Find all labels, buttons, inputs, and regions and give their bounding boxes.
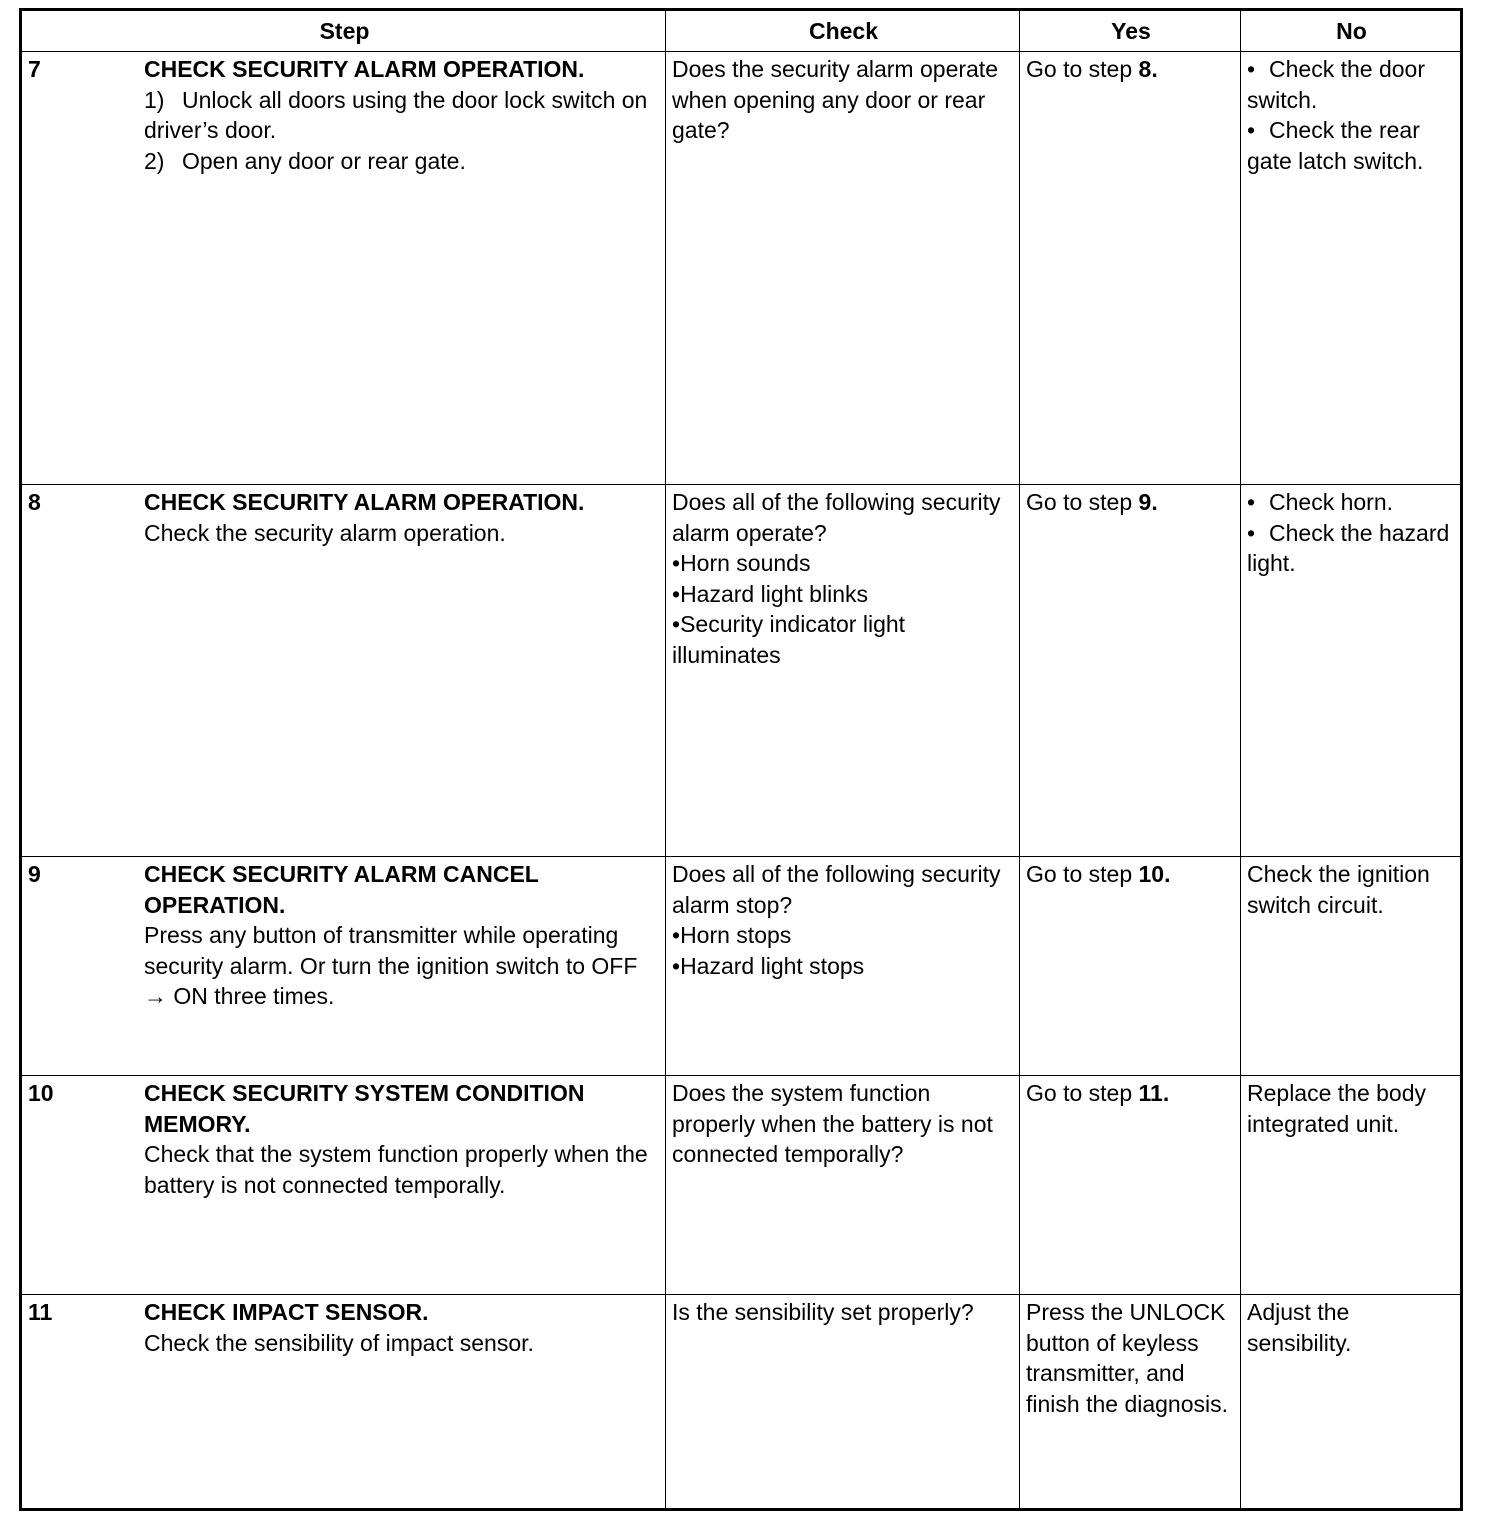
yes-cell [1020,1076,1241,1295]
yes-period: . [1151,56,1158,82]
step-body: Check the security alarm operation. [144,519,506,546]
yes-period: . [1151,489,1158,515]
header-step: Step [21,10,666,52]
yes-step-ref: 11 [1138,1080,1163,1106]
step-number: 9 [28,861,41,887]
no-item-text: Check the rear gate latch switch. [1247,117,1424,174]
check-item-text: Security indicator light illuminates [672,611,906,668]
no-text: Replace the body integrated unit. [1247,1080,1427,1137]
check-item-text: Hazard light blinks [680,580,868,607]
step-instruction-text: Open any door or rear gate. [182,147,466,174]
yes-period: . [1162,1080,1170,1106]
step-title: CHECK IMPACT SENSOR. [144,1299,429,1325]
step-number: 8 [28,489,41,515]
check-item-text: Hazard light stops [680,952,865,979]
step-title: CHECK SECURITY ALARM OPERATION. [144,56,585,82]
yes-period: . [1164,861,1171,887]
step-title: CHECK SECURITY ALARM OPERATION. [144,489,585,515]
yes-text: Go to step [1026,861,1139,887]
check-item: •Horn sounds [672,550,811,576]
step-number: 11 [28,1299,53,1325]
check-text: Does the system function properly when the battery is not connected temporally? [672,1080,993,1167]
header-yes: Yes [1020,10,1241,52]
yes-cell [1020,52,1241,485]
yes-cell [1020,485,1241,857]
no-cell [1241,485,1462,857]
no-text: Adjust the sensibility. [1247,1299,1352,1356]
diagnosis-table [19,8,1463,1511]
check-cell [666,485,1020,857]
check-cell [666,52,1020,485]
no-cell [1241,52,1462,485]
yes-step-ref: 10 [1138,861,1165,887]
yes-cell [1020,857,1241,1076]
bullet-icon: • [1247,117,1256,143]
yes-text: Go to step [1026,489,1139,515]
table-header-row [21,10,1462,52]
table-row [21,1076,1462,1295]
bullet-icon: • [1247,519,1256,546]
table-row [21,1295,1462,1510]
table-row [21,857,1462,1076]
yes-step-ref: 8 [1138,56,1152,82]
bullet-icon: • [1247,56,1256,82]
step-title: CHECK SECURITY SYSTEM CONDITION MEMORY. [144,1080,585,1137]
step-body: Check the sensibility of impact sensor. [144,1329,534,1356]
header-check: Check [666,10,1020,52]
no-bullet-item [1247,115,1456,176]
check-item: •Horn stops [672,922,792,948]
step-instruction-number: 2) [144,147,165,174]
yes-step-ref: 9 [1138,489,1152,515]
step-cell [21,1076,666,1295]
table-row [21,485,1462,857]
step-instruction [144,85,655,146]
bullet-icon: • [1247,489,1256,515]
step-cell [21,1295,666,1510]
step-instruction-number: 1) [144,86,165,113]
step-cell [21,857,666,1076]
check-cell [666,1295,1020,1510]
check-cell [666,857,1020,1076]
check-text: Is the sensibility set properly? [672,1299,974,1325]
step-body: Press any button of transmitter while operating security alarm. Or turn the ignition switch to OFF → ON three times. [144,922,638,1009]
check-item: •Hazard light blinks [672,580,868,607]
step-instruction [144,146,655,177]
header-no: No [1241,10,1462,52]
no-cell [1241,1076,1462,1295]
check-text: Does all of the following security alarm operate? [672,489,1001,546]
step-body: Check that the system function properly when the battery is not connected temporally. [144,1141,648,1198]
yes-text: Go to step [1026,1080,1139,1106]
no-item-text: Check horn. [1269,489,1394,515]
yes-cell [1020,1295,1241,1510]
no-bullet-item [1247,487,1456,518]
check-item: •Hazard light stops [672,952,865,979]
no-bullet-item [1247,518,1456,579]
step-cell [21,485,666,857]
step-instruction-text: Unlock all doors using the door lock switch on driver’s door. [144,86,648,143]
no-item-text: Check the door switch. [1247,56,1425,113]
no-item-text: Check the hazard light. [1247,519,1450,576]
check-item-text: Horn stops [680,922,792,948]
check-item-text: Horn sounds [680,550,811,576]
yes-text: Press the UNLOCK button of keyless transmitter, and finish the diagnosis. [1026,1299,1229,1417]
check-item: •Security indicator light illuminates [672,611,906,668]
step-cell [21,52,666,485]
step-number: 7 [28,56,41,82]
yes-text: Go to step [1026,56,1139,82]
table-row [21,52,1462,485]
check-text: Does the security alarm operate when opening any door or rear gate? [672,56,998,143]
check-text: Does all of the following security alarm stop? [672,861,1001,918]
no-text: Check the ignition switch circuit. [1247,861,1430,918]
no-cell [1241,1295,1462,1510]
step-number: 10 [28,1080,54,1106]
check-cell [666,1076,1020,1295]
step-title: CHECK SECURITY ALARM CANCEL OPERATION. [144,861,539,918]
no-cell [1241,857,1462,1076]
no-bullet-item [1247,54,1456,115]
